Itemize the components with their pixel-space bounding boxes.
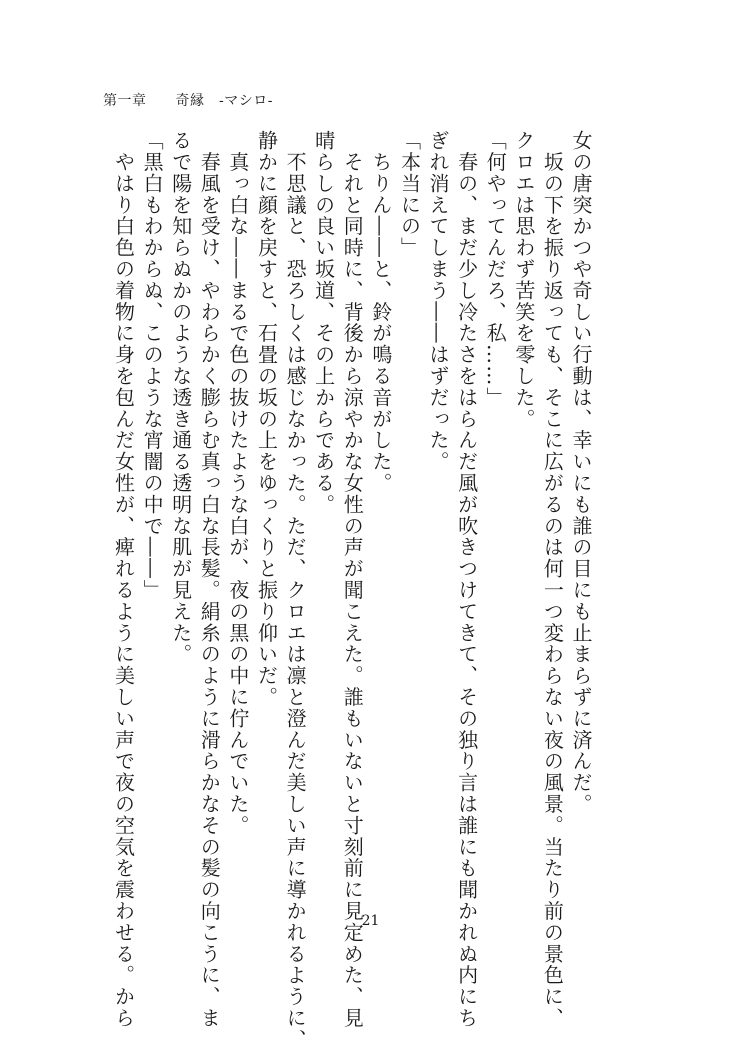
text-line: 女の唐突かつや奇しい行動は、幸いにも誰の目にも止まらずに済んだ。 (569, 130, 593, 815)
running-header: 第一章 奇縁 -マシロ- (103, 93, 273, 109)
text-line: 真っ白な――まるで色の抜けたような白が、夜の黒の中に佇んでいた。 (225, 130, 250, 837)
text-line: 「何やってんだろ、私……」 (483, 130, 508, 409)
text-line: 静かに顔を戻すと、石畳の坂の上をゆっくりと振り仰いだ。 (254, 130, 279, 708)
text-line: 晴らしの良い坂道、その上からである。 (311, 130, 336, 516)
text-line: 春風を受け、やわらかく膨らむ真っ白な長髪。絹糸のように滑らかなその髪の向こうに、ま (197, 130, 222, 1029)
text-line: それと同時に、背後から涼やかな女性の声が聞こえた。誰もいないと寸刻前に見定めた、見 (340, 130, 365, 1029)
text-line: 不思議と、恐ろしくは感じなかった。ただ、クロエは凛と澄んだ美しい声に導かれるように、 (283, 130, 308, 1050)
text-line: クロエは思わず苦笑を零した。 (511, 130, 536, 430)
text-line: 坂の下を振り返っても、そこに広がるのは何一つ変わらない夜の風景。当たり前の景色に、 (540, 130, 565, 1029)
page-number: 21 (361, 913, 380, 929)
text-line: やはり白色の着物に身を包んだ女性が、痺れるように美しい声で夜の空気を震わせる。から (111, 130, 136, 1029)
text-line: るで陽を知らぬかのような透き通る透明な肌が見えた。 (168, 130, 193, 665)
text-line: ぎれ消えてしまう――はずだった。 (426, 130, 451, 473)
text-line: 春の、まだ少し冷たさをはらんだ風が吹きつけてきて、その独り言は誰にも聞かれぬ内にち (454, 130, 479, 1029)
text-line: ちりん――と、鈴が鳴る音がした。 (368, 130, 393, 494)
text-line: 「本当にの」 (397, 130, 422, 259)
text-line: 「黒白もわからぬ、このような宵闇の中で――」 (140, 130, 165, 601)
